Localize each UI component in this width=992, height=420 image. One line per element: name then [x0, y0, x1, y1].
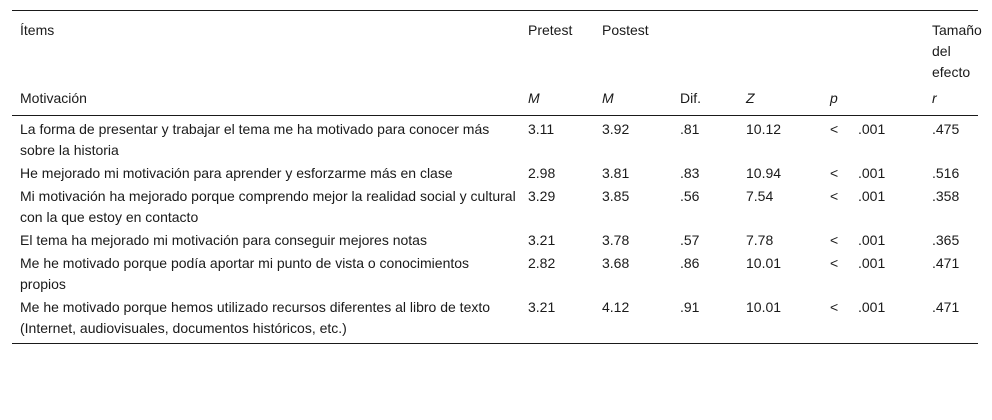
- header-row-groups: [12, 11, 978, 87]
- r-cell: .471: [932, 255, 960, 271]
- header-effect-size: Tamaño del efecto: [932, 22, 982, 80]
- table-row: [12, 229, 978, 252]
- r-cell: .475: [932, 121, 960, 137]
- postest-cell: 4.12: [602, 299, 630, 315]
- item-cell: He mejorado mi motivación para aprender y esforzarme más en clase: [20, 165, 453, 181]
- header-postest: Postest: [602, 22, 649, 38]
- header-pretest: Pretest: [528, 22, 573, 38]
- header-r: r: [932, 90, 937, 106]
- p-cell: .001: [858, 232, 886, 248]
- pretest-cell: 3.21: [528, 299, 556, 315]
- header-m-pretest: M: [528, 90, 540, 106]
- lt-cell: <: [830, 255, 839, 271]
- r-cell: .358: [932, 188, 960, 204]
- lt-cell: <: [830, 188, 839, 204]
- postest-cell: 3.85: [602, 188, 630, 204]
- pretest-cell: 2.98: [528, 165, 556, 181]
- p-cell: .001: [858, 255, 886, 271]
- table-row: [12, 296, 978, 344]
- item-cell: Me he motivado porque hemos utilizado recursos diferentes al libro de texto (Internet, audiovisuales, documentos históricos, etc.): [20, 299, 491, 336]
- table-row: [12, 252, 978, 296]
- postest-cell: 3.68: [602, 255, 630, 271]
- pretest-cell: 3.29: [528, 188, 556, 204]
- postest-cell: 3.78: [602, 232, 630, 248]
- z-cell: 10.94: [746, 165, 782, 181]
- dif-cell: .86: [680, 255, 700, 271]
- dif-cell: .83: [680, 165, 700, 181]
- pretest-cell: 2.82: [528, 255, 556, 271]
- p-cell: .001: [858, 188, 886, 204]
- table-row: [12, 116, 978, 163]
- header-empty-5: [858, 86, 932, 116]
- pretest-cell: 3.21: [528, 232, 556, 248]
- z-cell: 7.54: [746, 188, 774, 204]
- z-cell: 10.01: [746, 299, 782, 315]
- p-cell: .001: [858, 165, 886, 181]
- lt-cell: <: [830, 121, 839, 137]
- table-row: [12, 185, 978, 229]
- p-cell: .001: [858, 121, 886, 137]
- header-dif: Dif.: [680, 90, 701, 106]
- item-cell: Me he motivado porque podía aportar mi punto de vista o conocimientos propios: [20, 255, 470, 292]
- r-cell: .471: [932, 299, 960, 315]
- dif-cell: .81: [680, 121, 700, 137]
- item-cell: Mi motivación ha mejorado porque comprendo mejor la realidad social y cultural con la que estoy en contacto: [20, 188, 516, 225]
- z-cell: 7.78: [746, 232, 774, 248]
- lt-cell: <: [830, 165, 839, 181]
- lt-cell: <: [830, 299, 839, 315]
- header-empty-4: [858, 11, 932, 87]
- header-motivation: Motivación: [20, 90, 87, 106]
- r-cell: .516: [932, 165, 960, 181]
- header-items: Ítems: [20, 22, 55, 38]
- table-row: [12, 162, 978, 185]
- item-cell: La forma de presentar y trabajar el tema me ha motivado para conocer más sobre la historia: [20, 121, 490, 158]
- postest-cell: 3.81: [602, 165, 630, 181]
- z-cell: 10.01: [746, 255, 782, 271]
- dif-cell: .56: [680, 188, 700, 204]
- header-empty-2: [746, 11, 830, 87]
- z-cell: 10.12: [746, 121, 782, 137]
- p-cell: .001: [858, 299, 886, 315]
- dif-cell: .57: [680, 232, 700, 248]
- header-row-stats: [12, 86, 978, 116]
- dif-cell: .91: [680, 299, 700, 315]
- r-cell: .365: [932, 232, 960, 248]
- lt-cell: <: [830, 232, 839, 248]
- header-empty-3: [830, 11, 858, 87]
- results-table: [12, 10, 982, 344]
- header-empty-1: [680, 11, 746, 87]
- item-cell: El tema ha mejorado mi motivación para conseguir mejores notas: [20, 232, 427, 248]
- header-z: Z: [746, 90, 755, 106]
- pretest-cell: 3.11: [528, 121, 555, 137]
- postest-cell: 3.92: [602, 121, 630, 137]
- header-m-postest: M: [602, 90, 614, 106]
- header-p: p: [830, 90, 838, 106]
